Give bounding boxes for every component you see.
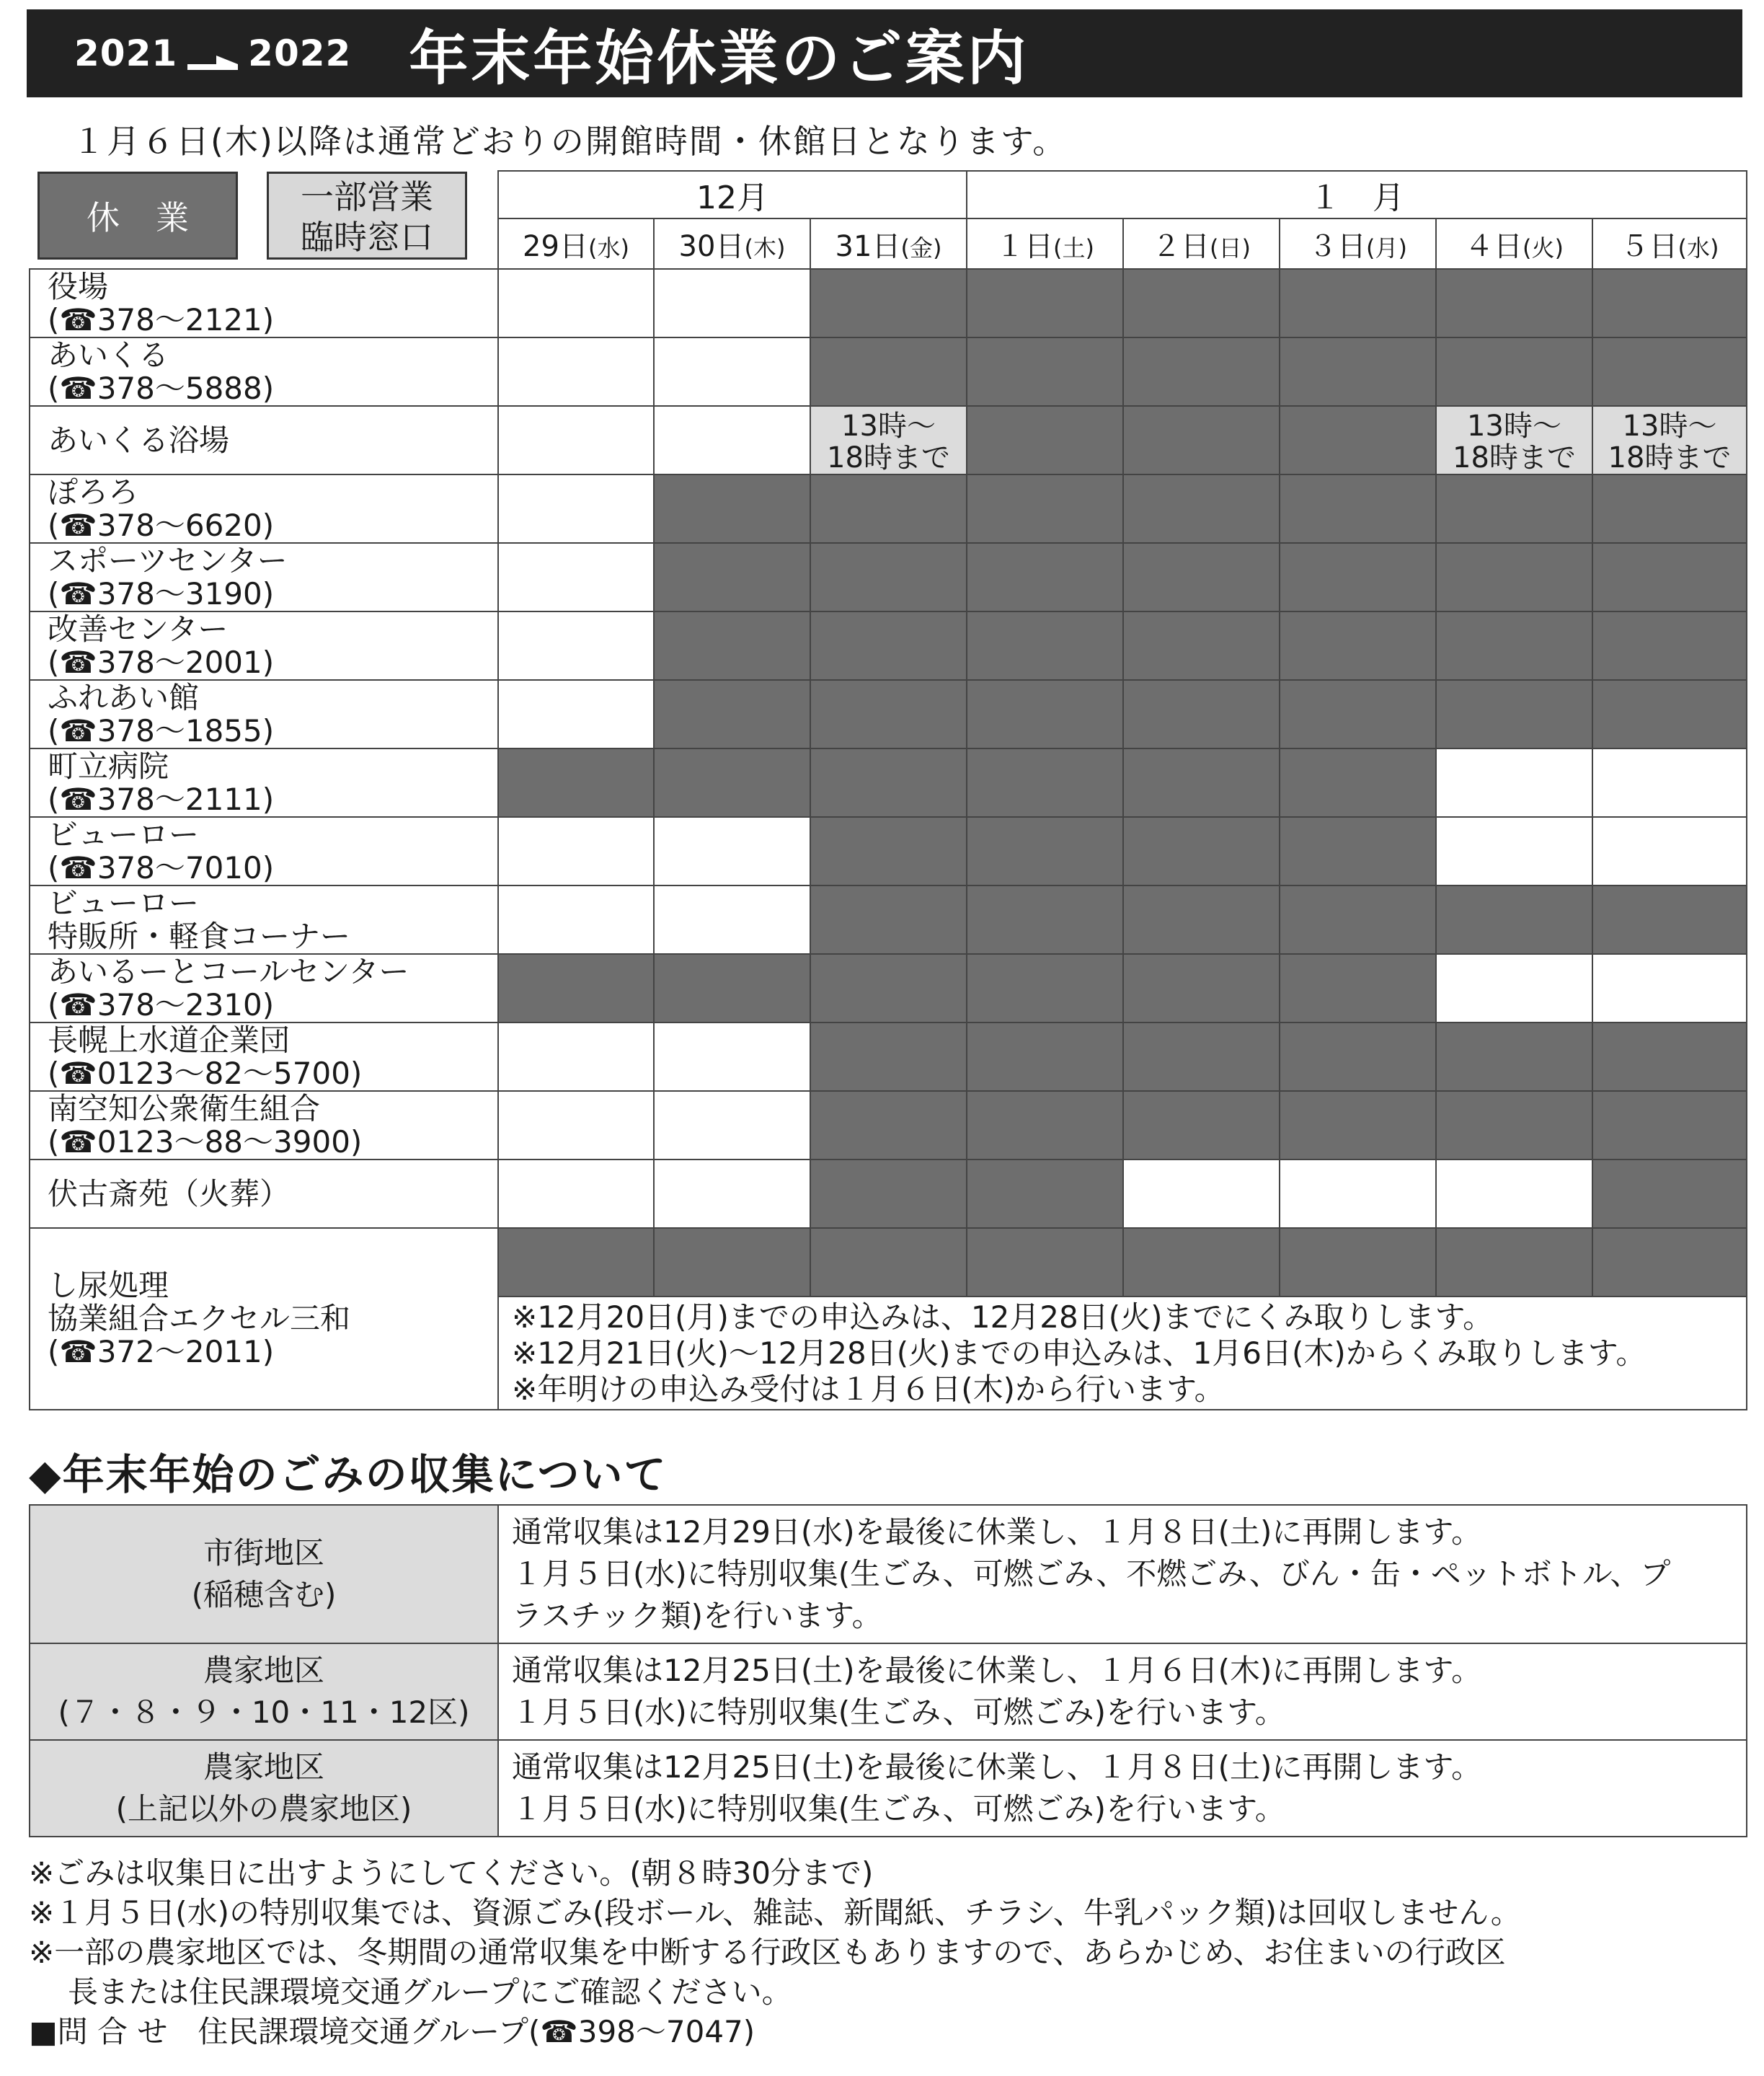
facility-name: 改善センター [48,611,229,647]
status-cell-closed [967,474,1123,543]
facility-row [30,474,1747,543]
status-cell-closed [967,680,1123,748]
desc-line: 通常収集は12月29日(水)を最後に休業し、１月８日(土)に再開します。 [512,1514,1482,1550]
status-cell-closed [967,1022,1123,1091]
garbage-area [30,1740,498,1837]
status-cell-closed [967,1091,1123,1160]
day-number: ５日 [1620,229,1678,263]
status-cell-open [1436,748,1592,817]
facility-tel: (☎378～6620) [48,507,275,543]
status-cell-closed [1592,474,1747,543]
facility-row [30,1160,1747,1228]
garbage-heading: ◆年末年始のごみの収集について [29,1450,668,1499]
status-cell-closed [1123,954,1280,1022]
status-cell-open [498,543,654,611]
facility-row [30,1091,1747,1160]
status-cell-closed [810,337,967,406]
facility-tel: (☎0123～88～3900) [48,1123,363,1160]
day-header [1123,218,1280,269]
status-cell-closed [1436,543,1592,611]
facility-tel: (☎378～3190) [48,575,275,611]
facility-name: 伏古斎苑（火葬） [48,1175,291,1211]
status-cell-open [654,406,810,474]
status-cell-closed [1592,680,1747,748]
footnote-line: ■問 合 せ 住民課環境交通グループ(☎398～7047) [29,2014,755,2049]
status-cell-closed [654,680,810,748]
status-cell-closed [1436,337,1592,406]
facility-line: (☎372～2011) [48,1334,275,1369]
facility-name-cell [30,1091,498,1160]
facility-tel: (☎378～2121) [48,301,275,337]
facility-line: 協業組合エクセル三和 [48,1301,351,1336]
partial-hours-end: 18時まで [1453,441,1576,474]
facility-row [30,817,1747,885]
status-cell-closed [1280,1228,1436,1297]
status-cell-closed [1436,1091,1592,1160]
facility-name: スポーツセンター [48,542,288,578]
status-cell-closed [1280,269,1436,337]
desc-line: １月５日(水)に特別収集(生ごみ、可燃ごみ、不燃ごみ、びん・缶・ペットボトル、プ [512,1556,1671,1591]
facility-name-cell [30,474,498,543]
status-cell-closed [1436,611,1592,680]
status-cell-closed [1123,474,1280,543]
area-line: 農家地区 [203,1653,324,1688]
weekday: (日) [1210,234,1251,262]
desc-line: １月５日(水)に特別収集(生ごみ、可燃ごみ)を行います。 [512,1791,1285,1827]
status-cell-closed [1123,337,1280,406]
garbage-row [30,1505,1747,1643]
status-cell-closed [1592,885,1747,954]
status-cell-open [1280,1160,1436,1228]
garbage-desc [498,1643,1747,1740]
status-cell-closed [967,885,1123,954]
desc-line: ラスチック類)を行います。 [512,1598,882,1633]
status-cell-open [498,1160,654,1228]
status-cell-open [498,611,654,680]
status-cell-closed [1592,269,1747,337]
status-cell-open [498,885,654,954]
facility-name: 役場 [48,268,109,304]
day-number: ４日 [1465,229,1523,263]
shinyo-note: ※12月21日(火)～12月28日(火)までの申込みは、1月6日(木)からくみ取りします。 [512,1335,1646,1371]
status-cell-closed [1436,474,1592,543]
status-cell-open [498,406,654,474]
day-number: 30日 [678,229,745,263]
facility-name-cell [30,817,498,885]
status-cell-closed [1280,680,1436,748]
day-header [810,218,967,269]
status-cell-closed [654,748,810,817]
day-header [967,218,1123,269]
footnotes [29,1853,1521,2051]
status-cell-open [498,269,654,337]
facility-name: ビューロー [48,885,200,921]
year-start: 2021 [74,32,178,74]
day-number: ３日 [1308,229,1366,263]
facility-name: あいるーとコールセンター [48,953,409,989]
facility-name-cell [30,748,498,817]
status-cell-open [1592,817,1747,885]
status-cell-closed [1280,543,1436,611]
weekday: (月) [1366,234,1407,262]
area-line: (上記以外の農家地区) [115,1791,412,1827]
facility-name-cell [30,885,498,954]
status-cell-open [654,1160,810,1228]
status-cell-closed [1280,337,1436,406]
status-cell-closed [498,748,654,817]
status-cell-closed [967,817,1123,885]
facility-name: ビューロー [48,816,200,852]
facility-name-cell [30,611,498,680]
facility-name: 南空知公衆衛生組合 [48,1090,321,1126]
partial-hours-end: 18時まで [827,441,950,474]
day-number: ２日 [1152,229,1210,263]
facility-name-cell [30,1228,498,1410]
subtitle: １月６日(木)以降は通常どおりの開館時間・休館日となります。 [72,122,1068,161]
day-header [654,218,810,269]
status-cell-open [654,1091,810,1160]
status-cell-closed [1123,885,1280,954]
status-cell-open [1436,817,1592,885]
status-cell-closed [1280,611,1436,680]
garbage-row [30,1643,1747,1740]
status-cell-open [498,1022,654,1091]
facility-name-cell [30,269,498,337]
status-cell-closed [1123,1228,1280,1297]
garbage-area [30,1643,498,1740]
facility-line: し尿処理 [48,1268,169,1303]
facility-row [30,543,1747,611]
partial-hours-start: 13時～ [841,410,936,443]
partial-hours-end: 18時まで [1608,441,1732,474]
status-cell-closed [1123,748,1280,817]
facility-row-shinyo [30,1228,1747,1297]
status-cell-closed [1436,1228,1592,1297]
facility-tel: (☎378～2001) [48,644,275,680]
status-cell-closed [810,474,967,543]
status-cell-open [498,474,654,543]
desc-line: １月５日(水)に特別収集(生ごみ、可燃ごみ)を行います。 [512,1695,1285,1730]
status-cell-open [654,1022,810,1091]
status-cell-closed [810,1160,967,1228]
status-cell-open [654,337,810,406]
garbage-area [30,1505,498,1643]
status-cell-open [498,337,654,406]
facility-tel: (☎378～5888) [48,370,275,406]
status-cell-closed [654,954,810,1022]
facility-row [30,954,1747,1022]
facility-tel: (☎378～2111) [48,781,275,817]
status-cell-closed [1280,1022,1436,1091]
day-number: 31日 [835,229,901,263]
status-cell-closed [810,680,967,748]
status-cell-closed [810,1228,967,1297]
partial-hours-start: 13時～ [1467,410,1561,443]
status-cell-closed [1592,1160,1747,1228]
status-cell-closed [1280,885,1436,954]
status-cell-closed [1436,1022,1592,1091]
status-cell-closed [1123,543,1280,611]
footnote-line: ※一部の農家地区では、冬期間の通常収集を中断する行政区もありますので、あらかじめ、お住まいの行政区 [29,1935,1506,1970]
status-cell-closed [810,543,967,611]
status-cell-closed [1436,885,1592,954]
area-line: (７・８・９・10・11・12区) [58,1695,470,1730]
page-title: 年末年始休業のご案内 [409,24,1029,93]
facility-name: 町立病院 [48,748,169,784]
legend-closed: 休 業 [37,172,238,260]
shinyo-notes [498,1297,1747,1410]
garbage-desc [498,1505,1747,1643]
day-number: １日 [996,229,1053,263]
status-cell-closed [1592,1022,1747,1091]
facility-name: あいくる [48,337,169,373]
day-number: 29日 [523,229,588,263]
facility-row [30,885,1747,954]
title-bar [27,9,1742,97]
weekday: (金) [900,234,942,262]
facility-row [30,748,1747,817]
status-cell-partial [810,406,967,474]
year-end: 2022 [248,32,352,74]
year-range [74,32,351,74]
facility-name-cell [30,406,498,474]
status-cell-closed [810,885,967,954]
facility-name-cell [30,543,498,611]
status-cell-closed [654,474,810,543]
status-cell-closed [1123,1022,1280,1091]
status-cell-closed [498,1228,654,1297]
facility-row [30,611,1747,680]
status-cell-open [654,817,810,885]
month-december: 12月 [498,171,967,218]
status-cell-closed [1280,817,1436,885]
status-cell-closed [654,543,810,611]
status-cell-open [498,817,654,885]
status-cell-closed [1592,337,1747,406]
status-cell-closed [810,954,967,1022]
facility-row [30,269,1747,337]
status-cell-closed [967,337,1123,406]
day-header [498,218,654,269]
weekday: (土) [1053,234,1094,262]
facility-name: ぽろろ [48,474,139,510]
weekday: (水) [588,234,629,262]
status-cell-closed [810,817,967,885]
status-cell-closed [967,406,1123,474]
status-cell-closed [810,748,967,817]
facility-tel: (☎0123～82～5700) [48,1055,363,1091]
status-cell-closed [1436,269,1592,337]
status-cell-closed [1592,1228,1747,1297]
footnote-line: ※ごみは収集日に出すようにしてください。(朝８時30分まで) [29,1855,874,1891]
garbage-desc [498,1740,1747,1837]
status-cell-closed [967,954,1123,1022]
garbage-row [30,1740,1747,1837]
status-cell-closed [654,1228,810,1297]
schedule-table [29,170,1747,1410]
status-cell-closed [1280,1091,1436,1160]
weekday: (木) [744,234,786,262]
facility-row [30,1022,1747,1091]
area-line: (稲穂含む) [191,1577,337,1612]
facility-name: ふれあい館 [48,679,200,715]
status-cell-closed [967,269,1123,337]
facility-row [30,406,1747,474]
status-cell-closed [1123,269,1280,337]
status-cell-closed [810,1091,967,1160]
status-cell-closed [1592,543,1747,611]
status-cell-partial [1436,406,1592,474]
day-header [1436,218,1592,269]
month-january: １ 月 [967,171,1747,218]
status-cell-open [1123,1160,1280,1228]
status-cell-closed [1280,406,1436,474]
facility-name: あいくる浴場 [48,422,230,458]
status-cell-partial [1592,406,1747,474]
facility-name: 長幌上水道企業団 [48,1022,291,1058]
status-cell-closed [498,954,654,1022]
status-cell-open [654,269,810,337]
status-cell-closed [967,1160,1123,1228]
weekday: (火) [1523,234,1564,262]
status-cell-closed [1123,817,1280,885]
area-line: 市街地区 [203,1535,324,1571]
shinyo-note: ※年明けの申込み受付は１月６日(木)から行います。 [512,1371,1225,1407]
facility-row [30,680,1747,748]
legend-partial: 一部営業 臨時窓口 [267,172,467,260]
status-cell-closed [967,611,1123,680]
status-cell-closed [1280,954,1436,1022]
status-cell-closed [1123,611,1280,680]
status-cell-closed [1123,406,1280,474]
status-cell-open [1592,748,1747,817]
status-cell-closed [1123,680,1280,748]
status-cell-closed [1436,680,1592,748]
status-cell-open [1436,954,1592,1022]
status-cell-closed [1592,611,1747,680]
day-header [1280,218,1436,269]
status-cell-open [498,680,654,748]
day-header [1592,218,1747,269]
facility-tel: (☎378～2310) [48,986,275,1022]
facility-name-cell [30,1160,498,1228]
footnote-line: ※１月５日(水)の特別収集では、資源ごみ(段ボール、雑誌、新聞紙、チラシ、牛乳パック類)は回収しません。 [29,1895,1521,1930]
status-cell-closed [810,611,967,680]
facility-name-cell [30,954,498,1022]
facility-name-cell [30,337,498,406]
status-cell-closed [1280,474,1436,543]
facility-row [30,337,1747,406]
status-cell-closed [810,1022,967,1091]
status-cell-closed [967,1228,1123,1297]
desc-line: 通常収集は12月25日(土)を最後に休業し、１月６日(木)に再開します。 [512,1653,1482,1688]
status-cell-open [1436,1160,1592,1228]
partial-hours-start: 13時～ [1622,410,1717,443]
status-cell-closed [810,269,967,337]
area-line: 農家地区 [203,1749,324,1785]
desc-line: 通常収集は12月25日(土)を最後に休業し、１月８日(土)に再開します。 [512,1749,1482,1785]
facility-name-cell [30,680,498,748]
facility-tel: (☎378～1855) [48,712,275,748]
facility-name-cell [30,1022,498,1091]
footnote-line: 長または住民課環境交通グループにご確認ください。 [68,1974,792,2010]
status-cell-closed [967,748,1123,817]
arrow-icon [187,48,238,70]
status-cell-closed [1280,748,1436,817]
status-cell-closed [967,543,1123,611]
facility-tel: (☎378～7010) [48,849,275,885]
weekday: (水) [1677,234,1719,262]
facility-tel: 特販所・軽食コーナー [48,918,351,954]
status-cell-open [1592,954,1747,1022]
status-cell-closed [1123,1091,1280,1160]
shinyo-note: ※12月20日(月)までの申込みは、12月28日(火)までにくみ取りします。 [512,1299,1494,1335]
status-cell-open [498,1091,654,1160]
garbage-table [29,1504,1747,1837]
status-cell-open [654,885,810,954]
status-cell-closed [654,611,810,680]
status-cell-closed [1592,1091,1747,1160]
